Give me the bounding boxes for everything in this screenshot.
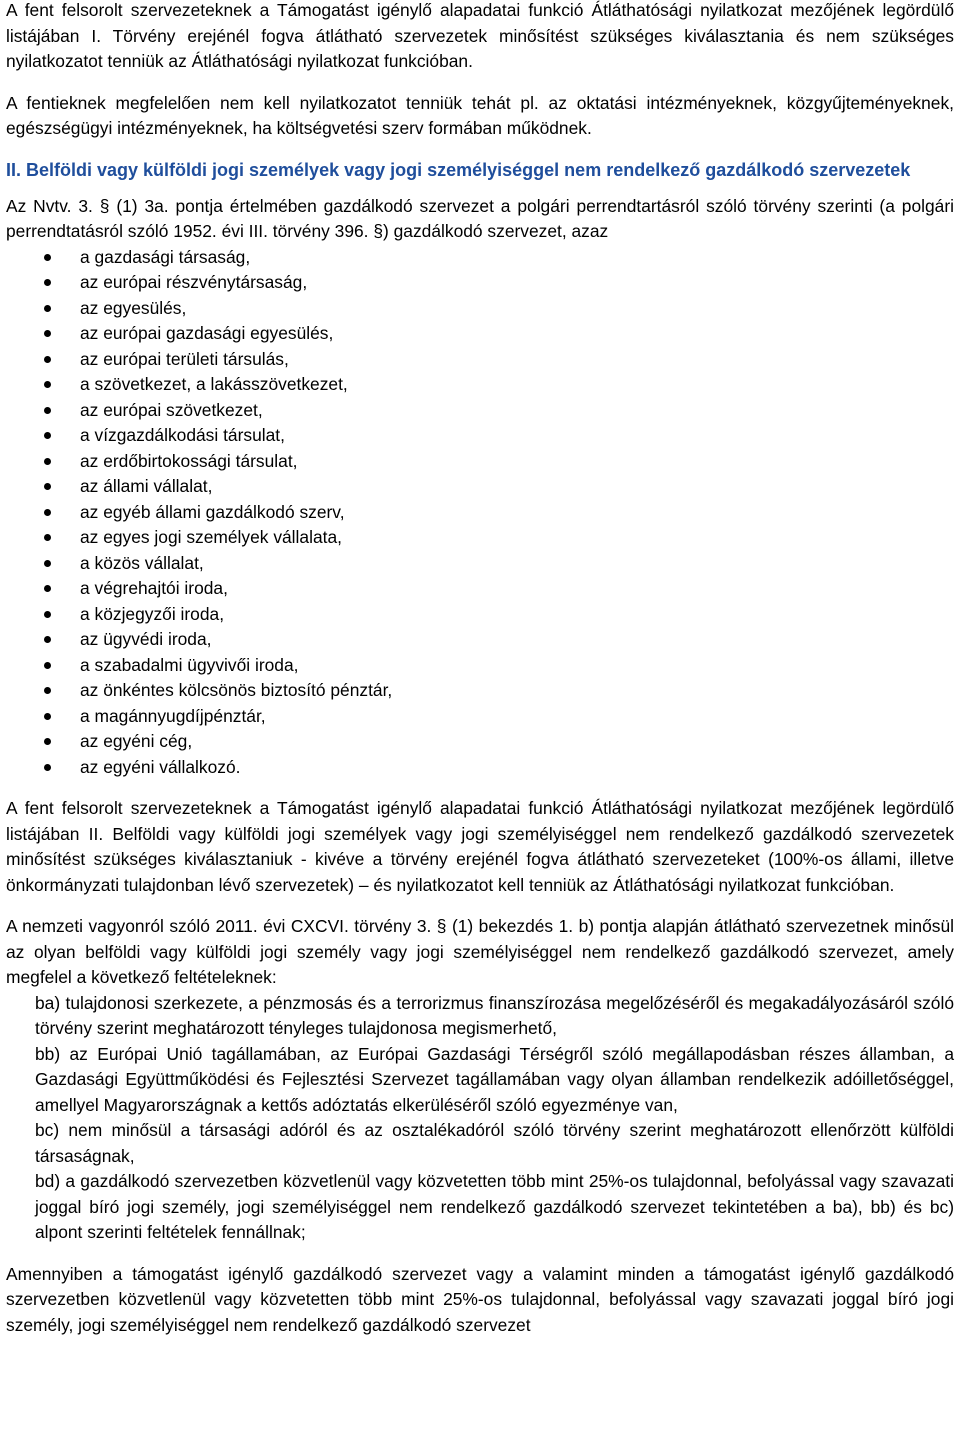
list-item-label: a végrehajtói iroda, [80,578,228,598]
list-item [6,678,954,704]
bullet-icon [44,509,51,516]
bullet-icon [44,483,51,490]
list-item [6,602,954,628]
organization-type-list [6,245,954,781]
list-item [6,398,954,424]
condition-item: ba) tulajdonosi szerkezete, a pénzmosás és a terrorizmus finanszírozása megelőzéséről és megakadályozásáról szóló törvény szerint meghatározott tényleges tulajdonosa megismerhető, [35,992,954,1038]
condition-item: bc) nem minősül a társasági adóról és az osztalékadóról szóló törvény szerint meghatározott ellenőrzött külföldi társaságnak, [35,1120,954,1166]
list-item-label: az ügyvédi iroda, [80,629,212,649]
paragraph-examples: A fentieknek megfelelően nem kell nyilatkozatot tenniük tehát pl. az oktatási intézményeknek, közgyűjteményeknek, egészségügyi intézményeknek, ha költségvetési szerv formában működnek. [6,92,954,138]
condition-item: bb) az Európai Unió tagállamában, az Európai Gazdasági Térségről szóló megállapodásban részes államban, a Gazdasági Együttműködési és Fejlesztési Szervezet tagállamában vagy olyan államban rendelkezik adóilletőséggel, amellyel Magyarországnak a kettős adóztatás elkerüléséről szóló egyezménye van, [35,1043,954,1115]
list-item-label: az egyéni vállalkozó. [80,756,241,777]
paragraph-ownership-conditions: Amennyiben a támogatást igénylő gazdálkodó szervezet vagy a valamint minden a támogatást igénylő gazdálkodó szervezetben közvetlenül vagy közvetetten több mint 25%-os tulajdonnal, befolyással vagy szavazati joggal bíró jogi személy, jogi személyiséggel nem rendelkező gazdálkodó szervezet [6,1263,954,1335]
bullet-icon [44,687,51,694]
bullet-icon [44,636,51,643]
bullet-icon [44,432,51,439]
bullet-icon [44,560,51,567]
paragraph-transparent-orgs: A fent felsorolt szervezeteknek a Támogatást igénylő alapadatai funkció Átláthatósági nyilatkozat mezőjének legördülő listájában I. Törvény erejénél fogva átlátható szervezetek minősítést szükséges kiválasztania és nem szükséges nyilatkozatot tenniük az Átláthatósági nyilatkozat funkcióban. [6,0,954,71]
list-item-label: a szabadalmi ügyvivői iroda, [80,654,299,675]
conditions-list [6,991,954,1246]
document-page [6,0,954,1338]
list-item-label: az önkéntes kölcsönös biztosító pénztár, [80,680,393,700]
bullet-icon [44,305,51,312]
paragraph-national-assets-act: A nemzeti vagyonról szóló 2011. évi CXCVI. törvény 3. § (1) bekezdés 1. b) pontja alapján átlátható szervezetnek minősül az olyan belföldi vagy külföldi jogi személy vagy jogi személyiséggel nem rendelkező gazdálkodó szervezet, amely megfelel a következő feltételeknek: [6,916,954,987]
list-item-label: az egyéni cég, [80,731,193,751]
list-item-label: az európai szövetkezet, [80,399,263,420]
bullet-icon [44,458,51,465]
list-item-label: az európai gazdasági egyesülés, [80,323,334,343]
list-item-label: a szövetkezet, a lakásszövetkezet, [80,374,348,394]
list-item [6,551,954,577]
bullet-icon [44,407,51,414]
list-item [6,576,954,602]
bullet-icon [44,662,51,669]
bullet-icon [44,713,51,720]
bullet-icon [44,611,51,618]
bullet-icon [44,534,51,541]
list-item-label: a közös vállalat, [80,552,204,573]
list-item [6,321,954,347]
list-item [6,474,954,500]
bullet-icon [44,585,51,592]
list-item [6,500,954,526]
bullet-icon [44,381,51,388]
paragraph-selection-instructions: A fent felsorolt szervezeteknek a Támogatást igénylő alapadatai funkció Átláthatósági nyilatkozat mezőjének legördülő listájában II. Belföldi vagy külföldi jogi személyek vagy jogi személyiséggel nem rendelkező gazdálkodó szervezetek minősítést szükséges kiválasztaniuk - kivéve a törvény erejénél fogva átlátható szervezeteket (100%-os állami, illetve önkormányzati tulajdonban lévő szervezetek) – és nyilatkozatot kell tenniük az Átláthatósági nyilatkozat funkcióban. [6,798,954,895]
condition-item: bd) a gazdálkodó szervezetben közvetlenül vagy közvetetten több mint 25%-os tulajdonnal, befolyással vagy szavazati joggal bíró jogi személy, jogi személyiséggel nem rendelkező gazdálkodó szervezet tekintetében a ba), bb) és bc) alpont szerinti feltételek fennállnak; [35,1171,954,1242]
bullet-icon [44,738,51,745]
bullet-icon [44,356,51,363]
bullet-icon [44,330,51,337]
list-item-label: a vízgazdálkodási társulat, [80,425,285,445]
list-item [6,525,954,551]
list-item [6,372,954,398]
list-item-label: az európai területi társulás, [80,348,289,369]
bullet-icon [44,254,51,261]
list-item-label: a közjegyzői iroda, [80,603,225,624]
list-item [6,423,954,449]
list-item-label: az erdőbirtokossági társulat, [80,450,298,471]
list-item [6,704,954,730]
list-item-label: az egyéb állami gazdálkodó szerv, [80,501,345,522]
list-item [6,653,954,679]
section-heading-ii: II. Belföldi vagy külföldi jogi személyek vagy jogi személyiséggel nem rendelkező gazdálkodó szervezetek [6,159,911,180]
list-item [6,627,954,653]
list-item-label: az európai részvénytársaság, [80,272,308,292]
list-item [6,296,954,322]
list-item [6,449,954,475]
bullet-icon [44,764,51,771]
paragraph-definition-intro: Az Nvtv. 3. § (1) 3a. pontja értelmében gazdálkodó szervezet a polgári perrendtartásról szóló törvény szerinti (a polgári perrendtatásról szóló 1952. évi III. törvény 396. §) gazdálkodó szervezet, azaz [6,195,954,241]
bullet-icon [44,279,51,286]
list-item-label: az állami vállalat, [80,476,213,496]
list-item [6,729,954,755]
list-item [6,347,954,373]
list-item-label: a gazdasági társaság, [80,246,251,267]
list-item [6,755,954,781]
list-item-label: az egyes jogi személyek vállalata, [80,527,342,547]
list-item [6,270,954,296]
list-item-label: az egyesülés, [80,297,187,318]
list-item [6,245,954,271]
list-item-label: a magánnyugdíjpénztár, [80,705,266,726]
